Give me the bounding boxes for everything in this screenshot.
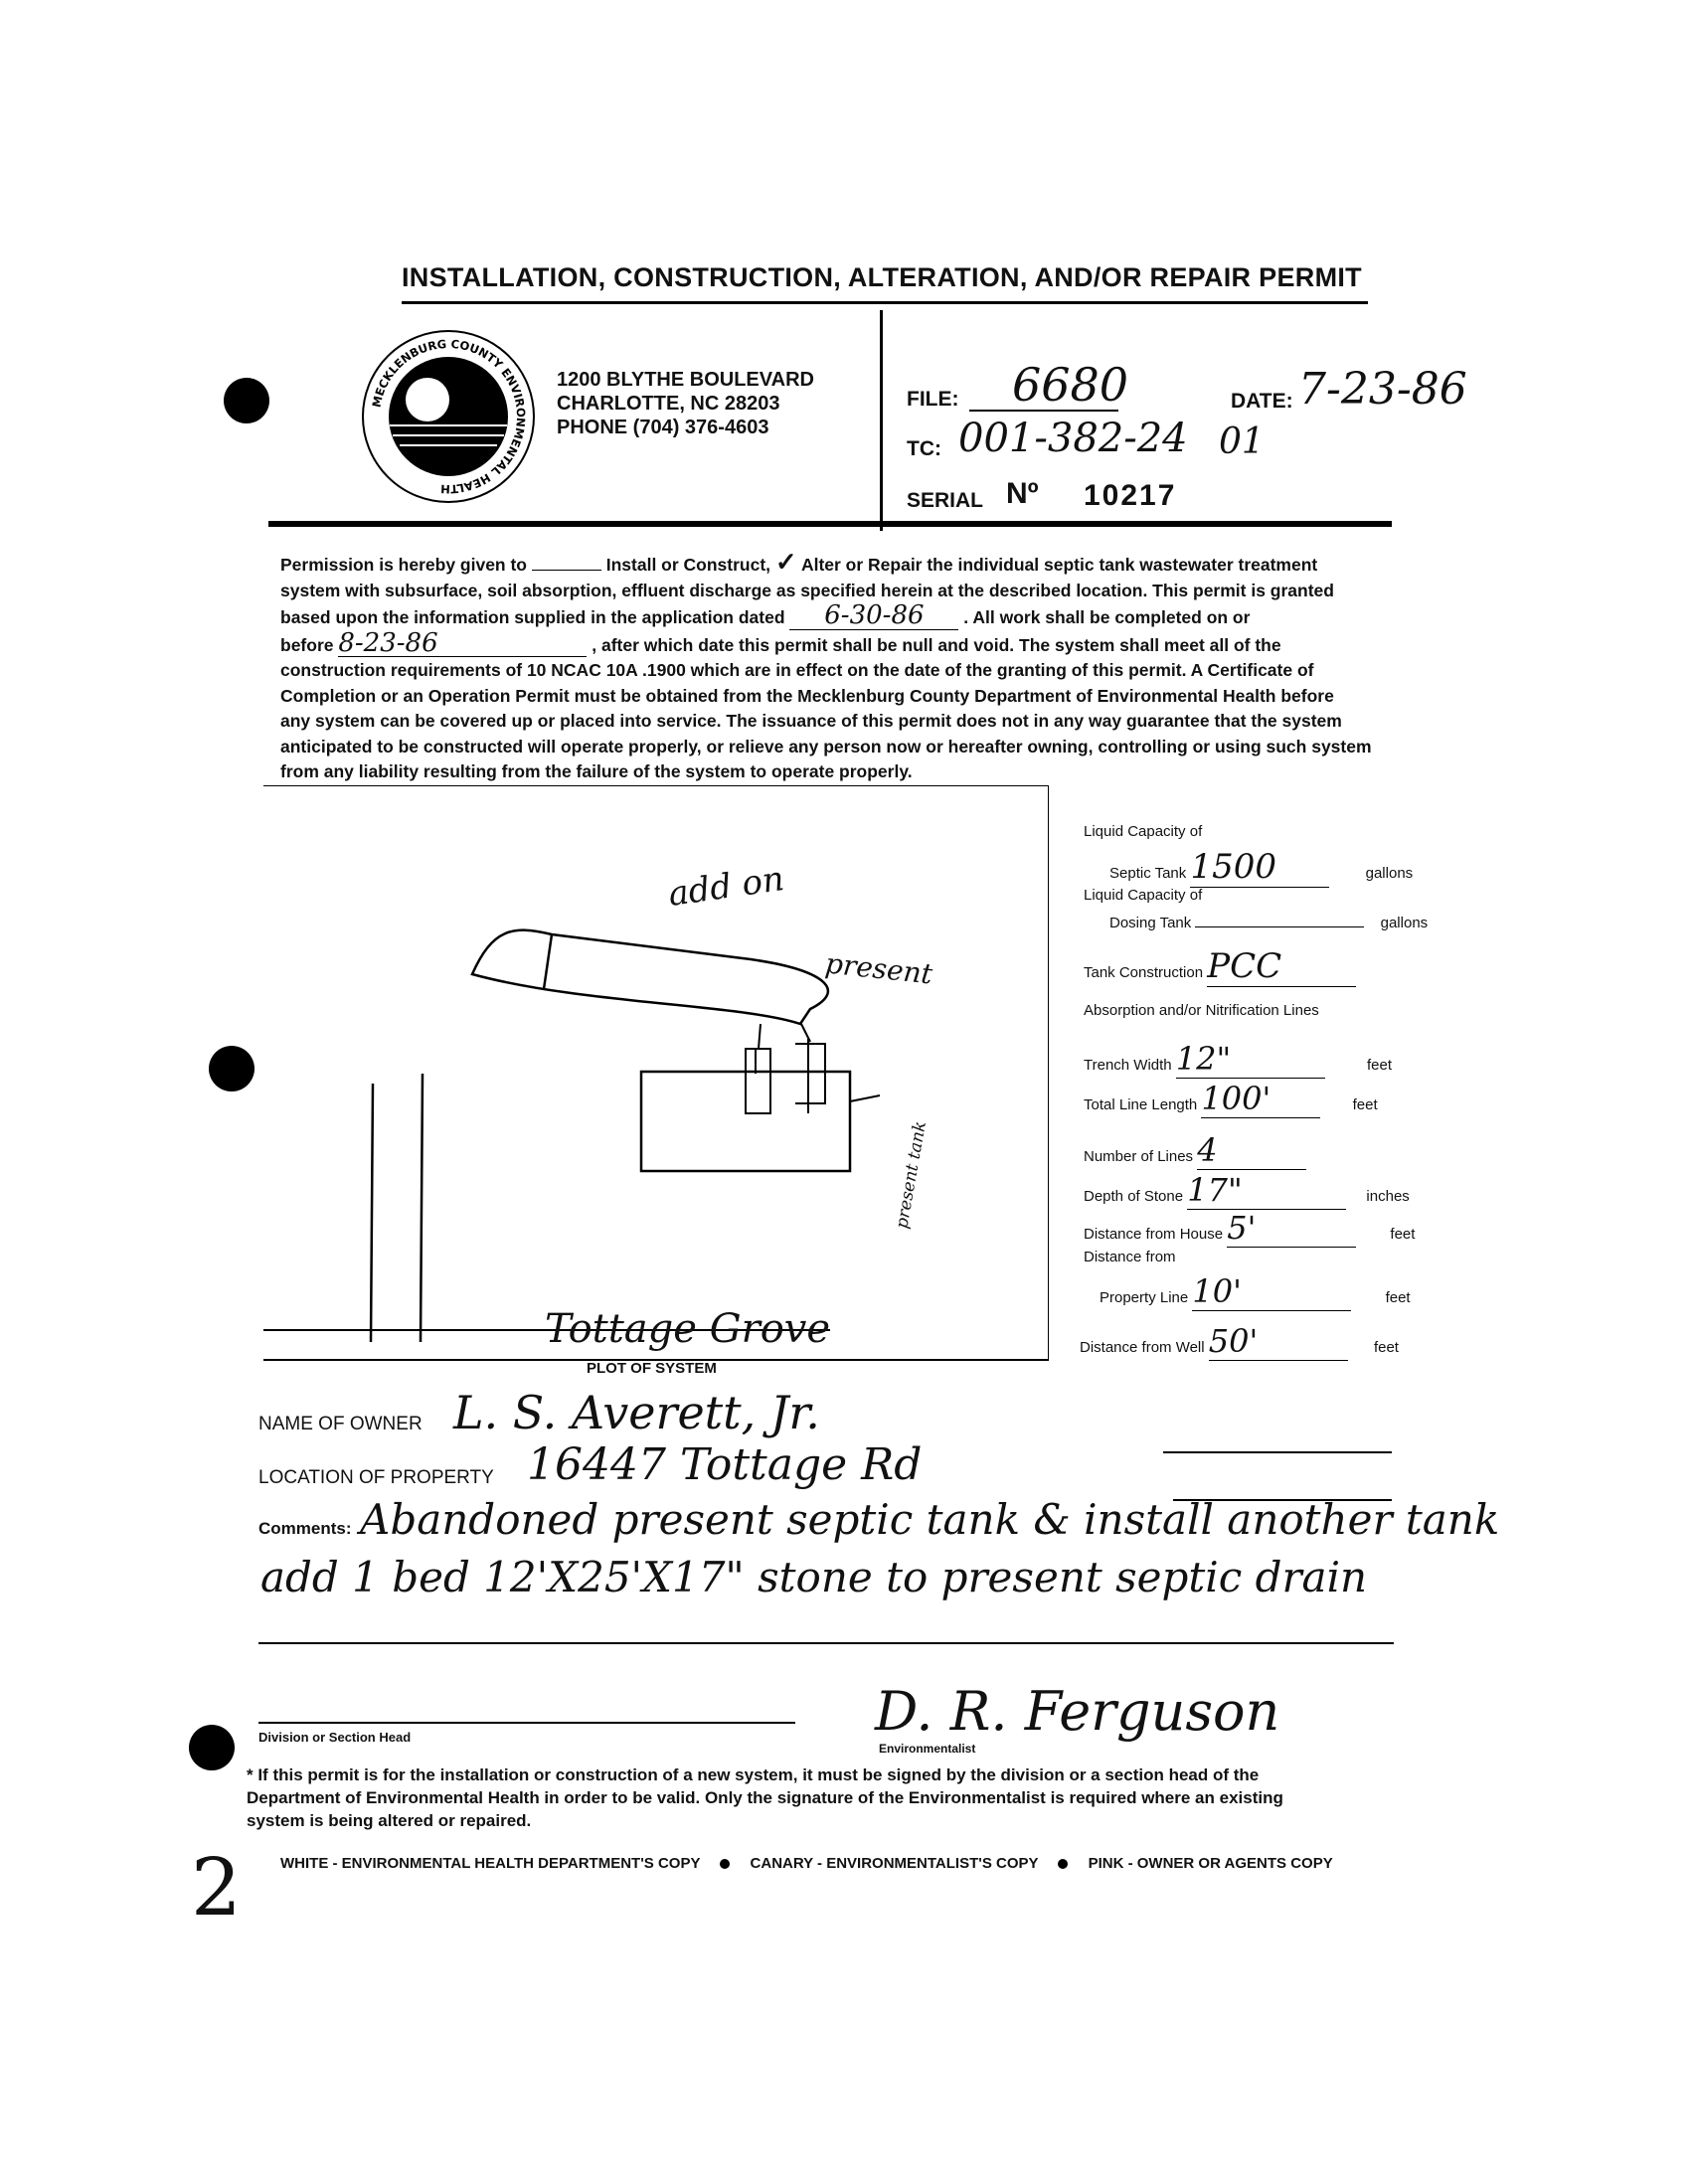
tc-label: TC: [907,437,941,460]
comments-line3 [258,1642,1394,1644]
permission-line3-b: . All work shall be completed on or [963,607,1251,627]
page-title: INSTALLATION, CONSTRUCTION, ALTERATION, AND/OR REPAIR PERMIT [402,262,1362,292]
comments-label: Comments: [258,1519,352,1538]
date-label: DATE: [1231,390,1293,413]
white-copy-label: WHITE - ENVIRONMENTAL HEALTH DEPARTMENT'S COPY [280,1855,701,1872]
dist-prop-label-2: Property Line [1100,1289,1189,1306]
canary-copy-label: CANARY - ENVIRONMENTALIST'S COPY [750,1855,1039,1872]
property-location-label: LOCATION OF PROPERTY [258,1467,494,1488]
sketch-tank-note: present tank [892,1119,931,1231]
depth-stone-unit: inches [1366,1188,1410,1205]
trench-width-label: Trench Width [1084,1057,1172,1074]
dist-prop-label-1: Distance from [1084,1249,1176,1265]
serial-no-sign: Nº [1006,477,1039,510]
file-label: FILE: [907,388,959,411]
tc-value: 001-382-24 [958,416,1188,461]
permission-line4-a: before [280,634,334,655]
dist-well-label: Distance from Well [1080,1339,1205,1356]
total-line-unit: feet [1352,1096,1378,1113]
environmentalist-signature: D. R. Ferguson [875,1680,1280,1743]
serial-label: SERIAL [907,489,984,512]
dist-prop-unit: feet [1385,1289,1411,1306]
owner-name-label: NAME OF OWNER [258,1414,423,1434]
septic-unit: gallons [1365,865,1414,882]
date-value: 7-23-86 [1298,364,1467,415]
number-lines-label: Number of Lines [1084,1148,1194,1165]
environmentalist-label: Environmentalist [879,1742,976,1756]
dosing-unit: gallons [1380,915,1429,931]
property-location-value: 16447 Tottage Rd [527,1439,923,1490]
depth-stone-value: 17" [1187,1171,1346,1210]
bullet-icon [1058,1859,1068,1869]
dist-house-label: Distance from House [1084,1226,1224,1243]
permission-text [280,548,1473,785]
dist-well-value: 50' [1209,1322,1348,1361]
dosing-value [1195,911,1364,927]
dist-prop-value: 10' [1192,1272,1351,1311]
permission-line1-b: Install or Construct, [605,555,771,575]
total-line-value: 100' [1201,1080,1320,1118]
permission-line5: construction requirements of 10 NCAC 10A .1900 which are in effect on the date of the granting of this permit. A Certificate of [280,660,1314,680]
check-mark: ✓ [774,548,797,578]
tank-construction-value: PCC [1207,946,1356,987]
division-signature-line [258,1722,795,1724]
completion-date: 8-23-86 [338,631,587,658]
number-lines-value: 4 [1197,1131,1306,1170]
footnote-line2: Department of Environmental Health in order to be valid. Only the signature of the Environmentalist is required where an existing [247,1788,1283,1807]
trench-width-unit: feet [1366,1057,1393,1074]
header-divider [880,310,883,531]
dist-well-unit: feet [1373,1339,1399,1356]
dosing-label-1: Liquid Capacity of [1084,887,1203,904]
dist-house-unit: feet [1390,1226,1416,1243]
owner-name-value: L. S. Averett, Jr. [453,1386,820,1439]
footnote [247,1764,1440,1832]
application-date: 6-30-86 [789,603,958,630]
septic-label-2: Septic Tank [1109,865,1187,882]
tc-suffix: 01 [1219,421,1265,462]
plot-of-system-sketch [263,785,1049,1362]
permission-line1-a: Permission is hereby given to [280,555,527,575]
plot-caption: PLOT OF SYSTEM [587,1360,717,1377]
footnote-line3: system is being altered or repaired. [247,1811,532,1830]
punch-hole [224,378,269,423]
address-line2: CHARLOTTE, NC 28203 [557,393,780,415]
trench-width-value: 12" [1176,1040,1325,1079]
seal-text: MECKLENBURG COUNTY ENVIRONMENTAL HEALTH [369,336,529,497]
sketch-add-on-label: add on [665,859,787,915]
margin-mark: 2 [191,1841,242,1933]
total-line-label: Total Line Length [1084,1096,1198,1113]
footnote-line1: * If this permit is for the installation or construction of a new system, it must be signed by the division or a section head of the [247,1765,1260,1784]
address-line1: 1200 BLYTHE BOULEVARD [557,369,814,391]
permission-line2: system with subsurface, soil absorption, effluent discharge as specified herein at the described location. This permit is granted [280,580,1334,600]
county-seal-icon [360,328,537,505]
dosing-label-2: Dosing Tank [1109,915,1192,931]
bullet-icon [720,1859,730,1869]
tank-construction-label: Tank Construction [1084,964,1204,981]
sketch-road-label: Tottage Grove [545,1306,831,1352]
septic-value: 1500 [1190,847,1329,888]
septic-label-1: Liquid Capacity of [1084,823,1203,840]
dist-house-value: 5' [1227,1209,1356,1248]
serial-number: 10217 [1084,479,1177,512]
permission-line7: any system can be covered up or placed into service. The issuance of this permit does not in any way guarantee that the system [280,711,1342,731]
pink-copy-label: PINK - OWNER OR AGENTS COPY [1088,1855,1333,1872]
comments-line1: Abandoned present septic tank & install another tank [360,1495,1500,1544]
permission-line4-b: , after which date this permit shall be null and void. The system shall meet all of the [592,634,1281,655]
copy-distribution [280,1855,1333,1872]
depth-stone-label: Depth of Stone [1084,1188,1184,1205]
owner-name-line [1163,1451,1392,1453]
phone: PHONE (704) 376-4603 [557,417,769,438]
file-value: 6680 [1012,358,1129,412]
punch-hole [209,1046,254,1092]
division-label: Division or Section Head [258,1730,412,1745]
comments-line2: add 1 bed 12'X25'X17" stone to present septic drain [260,1553,1368,1601]
permission-line9: from any liability resulting from the failure of the system to operate properly. [280,761,913,781]
blank-line [532,570,601,571]
permission-line3-a: based upon the information supplied in the application dated [280,607,785,627]
absorption-label: Absorption and/or Nitrification Lines [1084,1002,1319,1019]
permission-line6: Completion or an Operation Permit must be obtained from the Mecklenburg County Department of Environmental Health before [280,685,1334,706]
punch-hole [189,1725,235,1770]
header-rule [268,521,1392,527]
title-rule [402,301,1368,304]
permission-line8: anticipated to be constructed will operate properly, or relieve any person now or hereafter owning, controlling or using such system [280,736,1372,756]
sketch-present-label: present [823,946,934,991]
permission-line1-c: Alter or Repair the individual septic tank wastewater treatment [800,555,1318,575]
